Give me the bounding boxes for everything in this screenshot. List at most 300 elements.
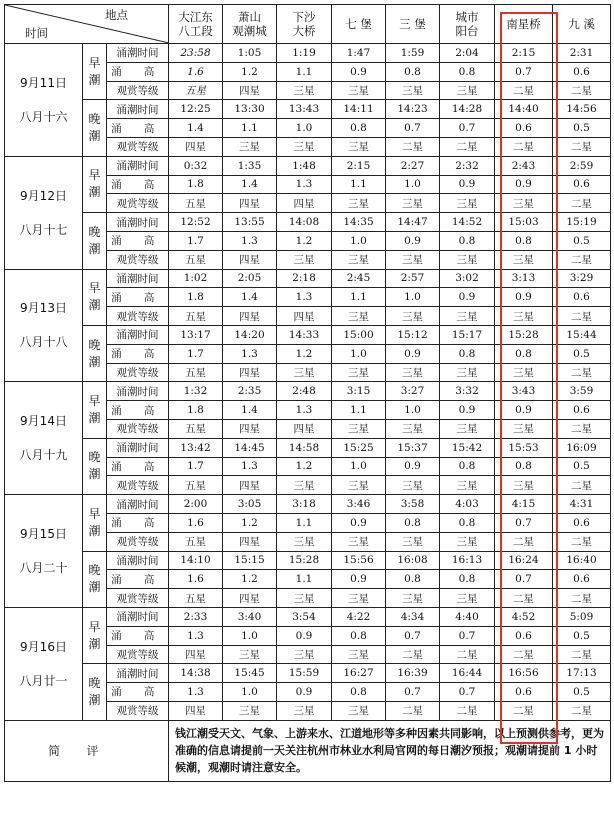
tide-height-cell: 0.8 [495, 344, 553, 363]
tide-time-cell: 2:27 [386, 156, 440, 175]
viewing-grade-cell: 三星 [440, 307, 495, 326]
viewing-grade-cell: 二星 [553, 81, 611, 100]
tide-height-cell: 0.7 [440, 119, 495, 138]
evening-tide-label: 晚潮 [83, 438, 107, 494]
viewing-grade-cell: 三星 [440, 476, 495, 495]
tide-time-cell: 15:28 [277, 551, 332, 570]
location-name-line2: 阳台 [455, 24, 479, 38]
tide-height-cell: 0.6 [553, 288, 611, 307]
tide-time-cell: 4:15 [495, 495, 553, 514]
viewing-grade-cell: 三星 [440, 363, 495, 382]
tide-height-cell: 0.6 [553, 175, 611, 194]
tide-time-cell: 15:17 [440, 325, 495, 344]
tide-time-cell: 17:13 [553, 664, 611, 683]
viewing-grade-cell: 三星 [277, 137, 332, 156]
viewing-grade-cell: 二星 [553, 363, 611, 382]
tide-time-cell: 3:18 [277, 495, 332, 514]
tide-height-cell: 0.5 [553, 344, 611, 363]
tide-time-cell: 15:53 [495, 438, 553, 457]
viewing-grade-cell: 三星 [332, 194, 386, 213]
tide-time-cell: 1:02 [169, 269, 223, 288]
viewing-grade-label: 观赏等级 [107, 419, 169, 438]
tide-time-cell: 15:00 [332, 325, 386, 344]
viewing-grade-cell: 二星 [553, 589, 611, 608]
tide-height-cell: 0.9 [277, 626, 332, 645]
tide-height-cell: 0.9 [386, 457, 440, 476]
tide-height-cell: 0.8 [386, 570, 440, 589]
tide-time-cell: 1:48 [277, 156, 332, 175]
tide-table [4, 4, 611, 782]
tide-height-cell: 0.7 [495, 62, 553, 81]
viewing-grade-cell: 三星 [495, 307, 553, 326]
viewing-grade-cell: 三星 [332, 250, 386, 269]
tide-height-cell: 1.0 [223, 683, 277, 702]
viewing-grade-cell: 二星 [553, 307, 611, 326]
viewing-grade-cell: 四星 [223, 589, 277, 608]
viewing-grade-cell: 三星 [332, 307, 386, 326]
tide-height-cell: 0.9 [440, 401, 495, 420]
evening-tide-label: 晚潮 [83, 213, 107, 269]
corner-time-label: 时间 [25, 26, 48, 40]
tide-height-cell: 1.6 [169, 570, 223, 589]
viewing-grade-cell: 三星 [277, 363, 332, 382]
tide-height-cell: 1.1 [332, 401, 386, 420]
tide-time-cell: 3:58 [386, 495, 440, 514]
evening-tide-label: 晚潮 [83, 325, 107, 381]
tide-time-cell: 16:40 [553, 551, 611, 570]
tide-height-cell: 0.7 [440, 626, 495, 645]
tide-height-label: 涌 高 [107, 175, 169, 194]
viewing-grade-cell: 三星 [332, 589, 386, 608]
viewing-grade-cell: 四星 [223, 307, 277, 326]
tide-height-cell: 0.9 [495, 288, 553, 307]
viewing-grade-cell: 三星 [223, 701, 277, 720]
tide-time-cell: 1:35 [223, 156, 277, 175]
viewing-grade-cell: 四星 [277, 307, 332, 326]
tide-forecast-page [4, 4, 610, 775]
viewing-grade-cell: 三星 [386, 589, 440, 608]
tide-height-cell: 0.9 [440, 288, 495, 307]
morning-tide-label: 早潮 [83, 495, 107, 551]
location-header [332, 5, 386, 44]
lunar-date: 八月廿一 [19, 673, 68, 688]
viewing-grade-cell: 二星 [495, 701, 553, 720]
viewing-grade-label: 观赏等级 [107, 645, 169, 664]
location-name-line1: 九 溪 [568, 17, 595, 31]
date-cell [5, 382, 83, 495]
tide-time-cell: 2:32 [440, 156, 495, 175]
tide-height-cell: 1.2 [277, 231, 332, 250]
tide-height-label: 涌 高 [107, 344, 169, 363]
tide-table-body [5, 44, 611, 782]
tide-height-cell: 1.2 [223, 62, 277, 81]
tide-height-label: 涌 高 [107, 513, 169, 532]
tide-time-cell: 4:34 [386, 607, 440, 626]
tide-time-cell: 2:43 [495, 156, 553, 175]
tide-time-cell: 15:37 [386, 438, 440, 457]
tide-height-cell: 1.2 [223, 570, 277, 589]
viewing-grade-cell: 二星 [553, 250, 611, 269]
viewing-grade-label: 观赏等级 [107, 701, 169, 720]
tide-height-label: 涌 高 [107, 457, 169, 476]
location-name-line1: 下沙 [292, 10, 316, 24]
location-header [277, 5, 332, 44]
tide-height-cell: 0.9 [386, 231, 440, 250]
viewing-grade-cell: 二星 [495, 645, 553, 664]
tide-time-cell: 2:18 [277, 269, 332, 288]
tide-time-cell: 14:35 [332, 213, 386, 232]
viewing-grade-cell: 三星 [332, 645, 386, 664]
tide-height-cell: 1.3 [223, 231, 277, 250]
table-row [5, 100, 611, 119]
tide-height-cell: 0.8 [440, 457, 495, 476]
viewing-grade-cell: 三星 [440, 532, 495, 551]
solar-date: 9月11日 [20, 75, 67, 90]
tide-time-cell: 3:27 [386, 382, 440, 401]
date-cell [5, 156, 83, 269]
solar-date: 9月14日 [20, 414, 67, 429]
tide-height-cell: 0.7 [440, 683, 495, 702]
tide-time-cell: 14:38 [169, 664, 223, 683]
tide-height-label: 涌 高 [107, 626, 169, 645]
tide-time-cell: 2:15 [332, 156, 386, 175]
tide-height-cell: 1.1 [332, 288, 386, 307]
tide-height-cell: 0.6 [553, 570, 611, 589]
viewing-grade-cell: 二星 [386, 645, 440, 664]
tide-time-cell: 14:11 [332, 100, 386, 119]
viewing-grade-cell: 四星 [169, 645, 223, 664]
viewing-grade-cell: 四星 [223, 250, 277, 269]
tide-time-cell: 2:57 [386, 269, 440, 288]
tide-height-cell: 0.6 [495, 626, 553, 645]
table-row [5, 44, 611, 63]
tide-time-cell: 1:19 [277, 44, 332, 63]
tide-time-cell: 2:05 [223, 269, 277, 288]
table-row [5, 607, 611, 626]
viewing-grade-label: 观赏等级 [107, 307, 169, 326]
viewing-grade-cell: 三星 [277, 532, 332, 551]
tide-height-cell: 1.4 [169, 119, 223, 138]
tide-height-cell: 0.9 [277, 683, 332, 702]
table-row [5, 325, 611, 344]
viewing-grade-cell: 五星 [169, 194, 223, 213]
viewing-grade-cell: 二星 [553, 476, 611, 495]
tide-height-label: 涌 高 [107, 288, 169, 307]
tide-height-cell: 0.8 [386, 513, 440, 532]
tide-time-cell: 13:43 [277, 100, 332, 119]
tide-time-cell: 12:25 [169, 100, 223, 119]
viewing-grade-cell: 三星 [277, 250, 332, 269]
date-cell [5, 495, 83, 608]
location-name-line2: 八工段 [178, 24, 213, 38]
tide-time-label: 涌潮时间 [107, 664, 169, 683]
tide-height-cell: 1.0 [386, 401, 440, 420]
tide-time-cell: 2:33 [169, 607, 223, 626]
tide-time-cell: 16:27 [332, 664, 386, 683]
table-row [5, 382, 611, 401]
tide-time-label: 涌潮时间 [107, 44, 169, 63]
evening-tide-label: 晚潮 [83, 100, 107, 156]
location-name-line2: 大桥 [292, 24, 316, 38]
viewing-grade-cell: 二星 [386, 137, 440, 156]
tide-height-cell: 0.9 [495, 401, 553, 420]
tide-time-cell: 1:32 [169, 382, 223, 401]
tide-time-cell: 4:52 [495, 607, 553, 626]
viewing-grade-cell: 二星 [553, 701, 611, 720]
tide-height-cell: 0.6 [553, 401, 611, 420]
tide-height-cell: 1.0 [386, 175, 440, 194]
viewing-grade-cell: 三星 [277, 589, 332, 608]
tide-time-cell: 0:32 [169, 156, 223, 175]
lunar-date: 八月十九 [19, 448, 68, 463]
solar-date: 9月16日 [20, 639, 67, 654]
tide-height-cell: 1.3 [223, 457, 277, 476]
viewing-grade-cell: 三星 [332, 701, 386, 720]
location-name-line1: 七 堡 [345, 17, 372, 31]
viewing-grade-cell: 三星 [277, 701, 332, 720]
footer-row [5, 720, 611, 781]
tide-time-label: 涌潮时间 [107, 607, 169, 626]
tide-height-cell: 0.7 [386, 683, 440, 702]
viewing-grade-cell: 三星 [386, 194, 440, 213]
location-header [495, 5, 553, 44]
viewing-grade-cell: 二星 [440, 137, 495, 156]
viewing-grade-cell: 二星 [440, 645, 495, 664]
viewing-grade-cell: 二星 [553, 419, 611, 438]
tide-height-cell: 0.5 [553, 626, 611, 645]
tide-time-cell: 15:15 [223, 551, 277, 570]
tide-height-cell: 0.8 [495, 457, 553, 476]
tide-time-cell: 16:13 [440, 551, 495, 570]
tide-time-cell: 3:46 [332, 495, 386, 514]
tide-time-cell: 15:19 [553, 213, 611, 232]
tide-time-cell: 16:24 [495, 551, 553, 570]
tide-height-cell: 0.8 [332, 683, 386, 702]
tide-height-cell: 1.1 [277, 570, 332, 589]
tide-time-cell: 3:43 [495, 382, 553, 401]
tide-time-cell: 2:31 [553, 44, 611, 63]
tide-height-cell: 0.7 [495, 570, 553, 589]
viewing-grade-cell: 三星 [386, 307, 440, 326]
tide-time-cell: 4:22 [332, 607, 386, 626]
tide-height-cell: 0.8 [495, 231, 553, 250]
tide-time-label: 涌潮时间 [107, 156, 169, 175]
morning-tide-label: 早潮 [83, 382, 107, 438]
viewing-grade-cell: 二星 [440, 701, 495, 720]
tide-time-cell: 14:58 [277, 438, 332, 457]
location-header [440, 5, 495, 44]
tide-height-cell: 1.6 [169, 62, 223, 81]
viewing-grade-cell: 三星 [495, 363, 553, 382]
corner-location-label: 地点 [105, 8, 129, 22]
tide-height-cell: 1.3 [277, 401, 332, 420]
tide-time-cell: 14:28 [440, 100, 495, 119]
tide-time-cell: 15:12 [386, 325, 440, 344]
tide-time-cell: 1:59 [386, 44, 440, 63]
tide-height-cell: 1.3 [223, 344, 277, 363]
tide-height-cell: 1.8 [169, 288, 223, 307]
viewing-grade-cell: 三星 [386, 532, 440, 551]
tide-time-label: 涌潮时间 [107, 495, 169, 514]
tide-time-cell: 13:30 [223, 100, 277, 119]
location-header [553, 5, 611, 44]
tide-height-label: 涌 高 [107, 401, 169, 420]
lunar-date: 八月十七 [19, 222, 68, 237]
viewing-grade-label: 观赏等级 [107, 81, 169, 100]
tide-height-cell: 1.4 [223, 288, 277, 307]
tide-height-cell: 1.8 [169, 175, 223, 194]
tide-time-cell: 14:23 [386, 100, 440, 119]
tide-time-cell: 14:08 [277, 213, 332, 232]
tide-time-label: 涌潮时间 [107, 325, 169, 344]
viewing-grade-cell: 五星 [169, 363, 223, 382]
viewing-grade-cell: 三星 [332, 476, 386, 495]
viewing-grade-cell: 二星 [553, 532, 611, 551]
viewing-grade-cell: 四星 [223, 532, 277, 551]
tide-time-cell: 14:20 [223, 325, 277, 344]
tide-time-cell: 16:39 [386, 664, 440, 683]
viewing-grade-cell: 四星 [277, 194, 332, 213]
tide-height-cell: 1.3 [169, 683, 223, 702]
viewing-grade-cell: 二星 [553, 137, 611, 156]
viewing-grade-cell: 三星 [223, 645, 277, 664]
location-header [169, 5, 223, 44]
viewing-grade-cell: 三星 [495, 250, 553, 269]
tide-time-cell: 2:35 [223, 382, 277, 401]
viewing-grade-cell: 五星 [169, 476, 223, 495]
tide-height-cell: 0.7 [495, 513, 553, 532]
tide-time-cell: 15:42 [440, 438, 495, 457]
tide-time-cell: 2:15 [495, 44, 553, 63]
tide-time-cell: 2:59 [553, 156, 611, 175]
tide-height-cell: 1.7 [169, 344, 223, 363]
viewing-grade-label: 观赏等级 [107, 194, 169, 213]
tide-time-cell: 2:45 [332, 269, 386, 288]
tide-time-cell: 4:03 [440, 495, 495, 514]
viewing-grade-cell: 二星 [495, 81, 553, 100]
morning-tide-label: 早潮 [83, 269, 107, 325]
lunar-date: 八月十六 [19, 109, 68, 124]
tide-time-label: 涌潮时间 [107, 213, 169, 232]
table-row [5, 551, 611, 570]
tide-time-cell: 3:32 [440, 382, 495, 401]
viewing-grade-cell: 二星 [386, 701, 440, 720]
tide-height-cell: 1.1 [277, 513, 332, 532]
table-row [5, 213, 611, 232]
evening-tide-label: 晚潮 [83, 664, 107, 720]
solar-date: 9月15日 [20, 527, 67, 542]
tide-time-cell: 4:31 [553, 495, 611, 514]
tide-height-cell: 0.7 [386, 626, 440, 645]
tide-time-cell: 14:47 [386, 213, 440, 232]
tide-time-cell: 3:05 [223, 495, 277, 514]
tide-time-cell: 16:56 [495, 664, 553, 683]
tide-time-cell: 15:45 [223, 664, 277, 683]
tide-height-label: 涌 高 [107, 570, 169, 589]
viewing-grade-cell: 三星 [386, 476, 440, 495]
viewing-grade-label: 观赏等级 [107, 532, 169, 551]
tide-height-cell: 0.8 [440, 570, 495, 589]
tide-time-cell: 3:02 [440, 269, 495, 288]
date-cell [5, 607, 83, 720]
viewing-grade-cell: 三星 [277, 81, 332, 100]
viewing-grade-cell: 三星 [440, 194, 495, 213]
tide-height-cell: 0.9 [332, 62, 386, 81]
table-row [5, 156, 611, 175]
remark-label: 简评 [5, 720, 169, 781]
tide-time-cell: 3:29 [553, 269, 611, 288]
tide-height-cell: 1.2 [277, 344, 332, 363]
location-name-line1: 三 堡 [399, 17, 426, 31]
tide-height-cell: 0.9 [440, 175, 495, 194]
viewing-grade-cell: 三星 [277, 476, 332, 495]
viewing-grade-cell: 二星 [553, 645, 611, 664]
location-name-line1: 大江东 [178, 10, 213, 24]
tide-time-cell: 14:52 [440, 213, 495, 232]
tide-time-cell: 15:03 [495, 213, 553, 232]
tide-height-label: 涌 高 [107, 683, 169, 702]
tide-time-cell: 4:40 [440, 607, 495, 626]
tide-time-label: 涌潮时间 [107, 438, 169, 457]
tide-height-cell: 0.5 [553, 457, 611, 476]
tide-height-cell: 1.0 [277, 119, 332, 138]
viewing-grade-cell: 三星 [277, 645, 332, 664]
tide-height-cell: 0.9 [332, 570, 386, 589]
table-row [5, 495, 611, 514]
viewing-grade-label: 观赏等级 [107, 250, 169, 269]
viewing-grade-cell: 二星 [553, 194, 611, 213]
tide-height-cell: 1.3 [277, 288, 332, 307]
tide-time-cell: 2:00 [169, 495, 223, 514]
morning-tide-label: 早潮 [83, 44, 107, 100]
tide-time-label: 涌潮时间 [107, 551, 169, 570]
tide-height-cell: 0.6 [495, 119, 553, 138]
tide-time-cell: 14:45 [223, 438, 277, 457]
tide-time-cell: 14:33 [277, 325, 332, 344]
tide-height-cell: 1.6 [169, 513, 223, 532]
table-row [5, 664, 611, 683]
tide-height-cell: 1.1 [223, 119, 277, 138]
tide-height-cell: 0.9 [386, 344, 440, 363]
viewing-grade-cell: 三星 [386, 81, 440, 100]
tide-height-cell: 0.7 [386, 119, 440, 138]
viewing-grade-cell: 五星 [169, 419, 223, 438]
location-name-line1: 萧山 [238, 10, 262, 24]
tide-height-cell: 1.3 [169, 626, 223, 645]
tide-time-cell: 3:15 [332, 382, 386, 401]
lunar-date: 八月二十 [19, 561, 68, 576]
tide-height-cell: 0.8 [386, 62, 440, 81]
viewing-grade-cell: 三星 [440, 250, 495, 269]
tide-time-cell: 15:25 [332, 438, 386, 457]
viewing-grade-cell: 四星 [223, 194, 277, 213]
viewing-grade-cell: 四星 [223, 363, 277, 382]
viewing-grade-cell: 三星 [386, 250, 440, 269]
tide-height-cell: 0.8 [440, 231, 495, 250]
viewing-grade-cell: 三星 [332, 532, 386, 551]
viewing-grade-cell: 四星 [223, 476, 277, 495]
table-row [5, 269, 611, 288]
viewing-grade-cell: 三星 [332, 363, 386, 382]
tide-time-cell: 13:42 [169, 438, 223, 457]
viewing-grade-cell: 四星 [169, 137, 223, 156]
viewing-grade-cell: 五星 [169, 532, 223, 551]
tide-time-cell: 15:56 [332, 551, 386, 570]
tide-time-cell: 15:59 [277, 664, 332, 683]
morning-tide-label: 早潮 [83, 156, 107, 212]
tide-time-cell: 14:56 [553, 100, 611, 119]
tide-height-cell: 1.4 [223, 175, 277, 194]
